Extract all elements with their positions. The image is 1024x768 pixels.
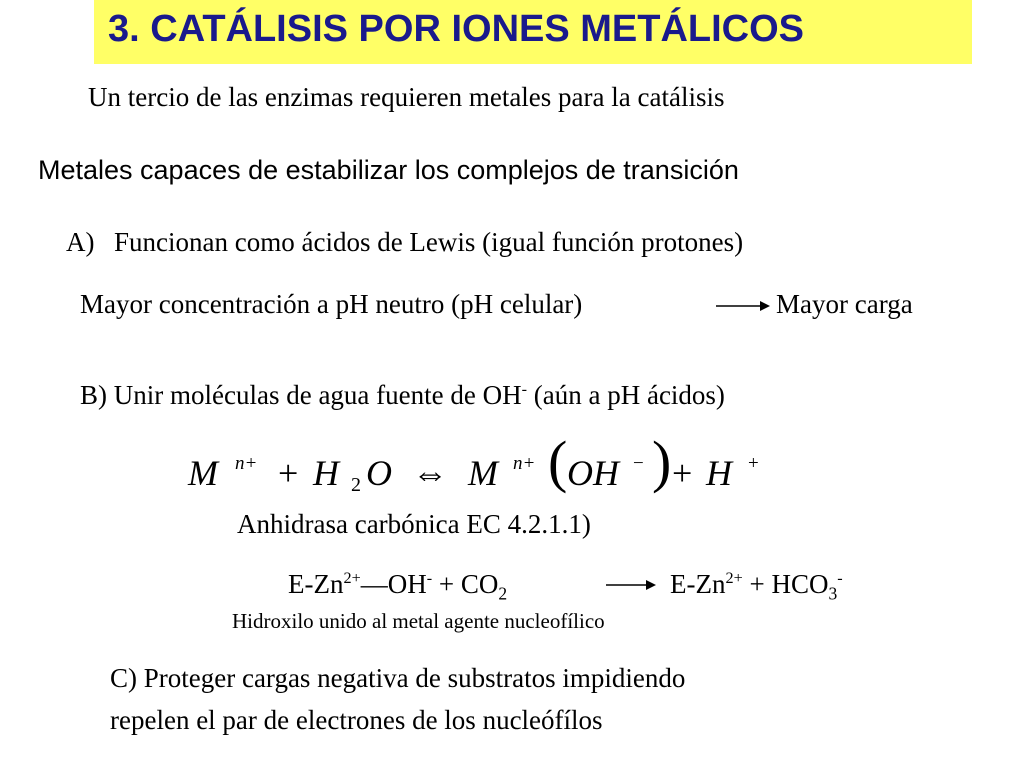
reaction-co2-subscript: 2	[498, 583, 508, 604]
eq-oh: OH	[567, 453, 619, 493]
section-c-line1: C) Proteger cargas negativa de substratos impidiendo	[110, 663, 686, 693]
eq-o: O	[366, 453, 392, 493]
enzyme-name: Anhidrasa carbónica EC 4.2.1.1)	[237, 509, 591, 539]
eq-h: H	[313, 453, 339, 493]
section-a-marker: A)	[66, 227, 95, 257]
eq-oh-charge: −	[633, 453, 644, 474]
subtitle-text: Metales capaces de estabilizar los complejos de transición	[38, 155, 739, 185]
section-a-text: Funcionan como ácidos de Lewis (igual función protones)	[114, 227, 744, 257]
section-c-line2: repelen el par de electrones de los nucleófílos	[110, 705, 603, 735]
eq-h2-charge: +	[748, 453, 759, 474]
hydroxyl-note: Hidroxilo unido al metal agente nucleofílico	[232, 609, 605, 633]
eq-left-paren: (	[548, 429, 568, 494]
intro-text: Un tercio de las enzimas requieren metales para la catálisis	[88, 82, 725, 112]
eq-m1: M	[188, 453, 218, 493]
section-a-detail-left: Mayor concentración a pH neutro (pH celular)	[80, 289, 583, 319]
reaction-arrow-icon	[606, 577, 656, 593]
section-b-part1: B) Unir moléculas de agua fuente de OH	[80, 380, 522, 410]
reaction-oh-charge: -	[426, 569, 433, 587]
eq-m2: M	[468, 453, 498, 493]
section-a-detail-right: Mayor carga	[776, 289, 913, 319]
eq-m2-charge: n+	[513, 453, 536, 474]
eq-equilibrium-icon: ⇔	[412, 453, 448, 493]
eq-subscript-2: 2	[351, 474, 361, 496]
reaction-product-ezn: E-Zn	[670, 569, 726, 599]
eq-h2: H	[706, 453, 732, 493]
eq-right-paren: )	[652, 429, 672, 494]
section-b-text	[80, 380, 725, 411]
section-b-superscript: -	[521, 380, 527, 398]
right-arrow-icon	[716, 298, 770, 314]
reaction-right	[670, 569, 843, 604]
reaction-oh: —OH	[360, 569, 427, 599]
page-title: 3. CATÁLISIS POR IONES METÁLICOS	[108, 8, 805, 50]
reaction-co2: + CO	[432, 569, 499, 599]
reaction-hco3-subscript: 3	[828, 583, 838, 604]
reaction-zn-charge: 2+	[343, 569, 361, 587]
reaction-left	[288, 569, 508, 604]
eq-plus-1: +	[278, 453, 299, 493]
reaction-hco3: + HCO	[742, 569, 829, 599]
reaction-hco3-charge: -	[837, 569, 843, 587]
reaction-product-zn-charge: 2+	[725, 569, 743, 587]
section-b-part2: (aún a pH ácidos)	[527, 380, 725, 410]
reaction-ezn: E-Zn	[288, 569, 344, 599]
eq-m1-charge: n+	[235, 453, 258, 474]
eq-plus-2: +	[672, 453, 693, 493]
